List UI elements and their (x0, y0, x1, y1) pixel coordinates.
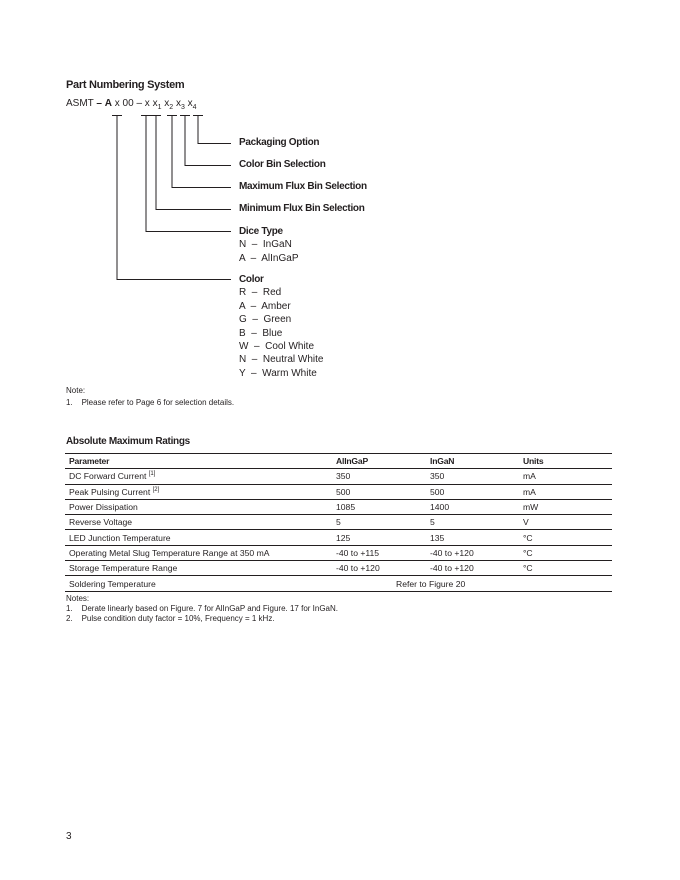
table-row (65, 499, 612, 514)
footnote-ref: [2] (152, 486, 160, 493)
parameter-text: DC Forward Current (69, 471, 147, 482)
color-item: B – Blue (239, 327, 283, 339)
cell-parameter (65, 545, 332, 560)
dice-type-item: A – AlInGaP (239, 252, 299, 264)
header-parameter: Parameter (65, 454, 332, 469)
cell-units: °C (519, 561, 612, 576)
note-item: 2. Pulse condition duty factor = 10%, Frequency = 1 kHz. (66, 614, 275, 623)
label-packaging-option: Packaging Option (239, 137, 320, 148)
table-row (65, 561, 612, 576)
cell-ingan: -40 to +120 (426, 561, 519, 576)
cell-units: V (519, 515, 612, 530)
cell-units: °C (519, 530, 612, 545)
cell-units: mW (519, 499, 612, 514)
page-number: 3 (66, 831, 72, 842)
parameter-text: Storage Temperature Range (69, 563, 178, 574)
parameter-text: Operating Metal Slug Temperature Range at 350 mA (69, 547, 270, 558)
cell-ingan: 5 (426, 515, 519, 530)
table-header-row (65, 454, 612, 469)
color-block (239, 273, 323, 380)
table-row (65, 515, 612, 530)
parameter-text: Peak Pulsing Current (69, 486, 151, 497)
cell-parameter (65, 469, 332, 484)
cell-parameter (65, 515, 332, 530)
cell-ingan: 1400 (426, 499, 519, 514)
label-max-flux-bin: Maximum Flux Bin Selection (239, 181, 367, 192)
cell-ingan: -40 to +120 (426, 545, 519, 560)
cell-alingap: 500 (332, 484, 426, 499)
notes-title: Notes: (66, 594, 90, 603)
label-color-bin: Color Bin Selection (239, 159, 326, 170)
cell-alingap: -40 to +115 (332, 545, 426, 560)
table-row (65, 530, 612, 545)
color-item: R – Red (239, 287, 282, 299)
header-ingan: InGaN (426, 454, 519, 469)
part-number-code: ASMT – A x 00 – x $x_1$ $x_2$ $x_3$ $x_4$ (66, 98, 197, 111)
footnote-ref: [1] (148, 471, 156, 478)
parameter-text: Reverse Voltage (69, 517, 133, 528)
table-row (65, 469, 612, 484)
cell-alingap: 125 (332, 530, 426, 545)
header-alingap: AlInGaP (332, 454, 426, 469)
cell-units: mA (519, 469, 612, 484)
table-row (65, 545, 612, 560)
cell-parameter (65, 484, 332, 499)
cell-ingan: 500 (426, 484, 519, 499)
cell-parameter (65, 561, 332, 576)
table-row (65, 576, 612, 591)
parameter-text: LED Junction Temperature (69, 532, 171, 543)
note-item: 1. Derate linearly based on Figure. 7 for AlInGaP and Figure. 17 for InGaN. (66, 604, 338, 613)
cell-alingap: -40 to +120 (332, 561, 426, 576)
header-units: Units (519, 454, 612, 469)
cell-units: °C (519, 545, 612, 560)
table-row (65, 484, 612, 499)
cell-ingan: 135 (426, 530, 519, 545)
ratings-title: Absolute Maximum Ratings (66, 436, 190, 447)
cell-ingan: 350 (426, 469, 519, 484)
part-numbering-title: Part Numbering System (66, 79, 185, 91)
color-title: Color (239, 274, 264, 285)
color-item: A – Amber (239, 300, 291, 312)
label-min-flux-bin: Minimum Flux Bin Selection (239, 203, 365, 214)
part-number-connector-lines (0, 0, 680, 300)
color-item: W – Cool White (239, 341, 315, 353)
cell-alingap: 5 (332, 515, 426, 530)
dice-type-block (239, 225, 298, 265)
cell-parameter: Soldering Temperature (65, 576, 332, 591)
cell-parameter (65, 530, 332, 545)
cell-alingap: 1085 (332, 499, 426, 514)
color-item: G – Green (239, 314, 292, 326)
cell-alingap: 350 (332, 469, 426, 484)
color-item: N – Neutral White (239, 354, 324, 366)
note-text: 1. Please refer to Page 6 for selection details. (66, 398, 235, 407)
cell-units: mA (519, 484, 612, 499)
dice-type-item: N – InGaN (239, 239, 292, 251)
cell-value: Refer to Figure 20 (332, 576, 612, 591)
parameter-text: Power Dissipation (69, 502, 138, 513)
cell-parameter (65, 499, 332, 514)
dice-type-title: Dice Type (239, 226, 283, 237)
color-item: Y – Warm White (239, 367, 317, 379)
note-title: Note: (66, 386, 86, 395)
ratings-table (65, 453, 612, 592)
